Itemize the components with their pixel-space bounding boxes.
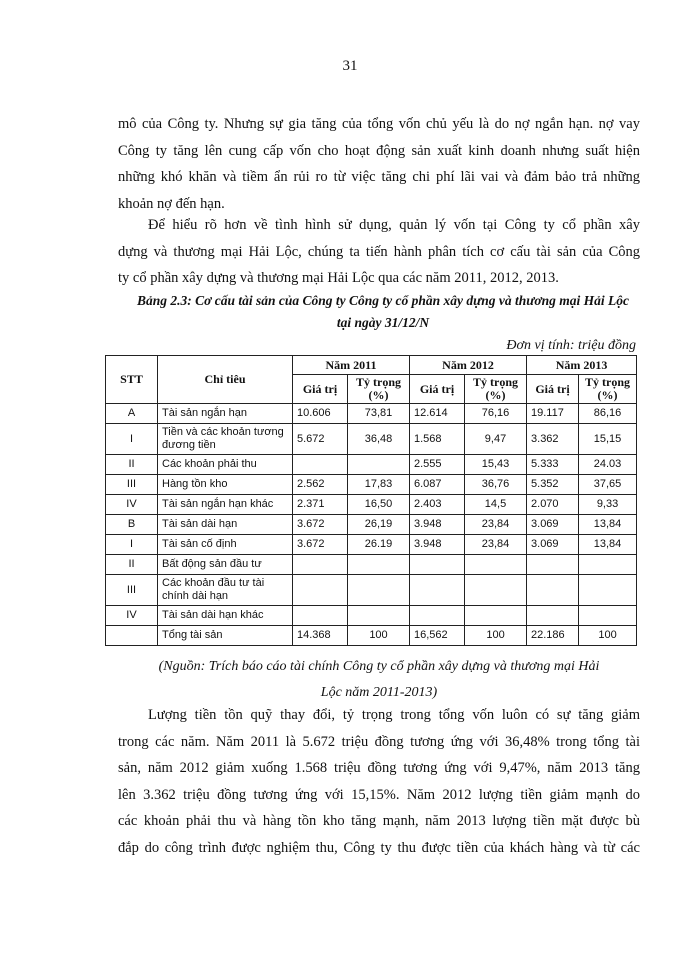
- cell-stt: I: [106, 535, 158, 555]
- cell-stt: [106, 626, 158, 646]
- table-body: [106, 404, 637, 646]
- asset-structure-table: [105, 355, 637, 646]
- cell-value-2011: 3.672: [293, 535, 348, 555]
- header-year-2012: Năm 2012: [410, 356, 527, 375]
- cell-share-2011: [348, 575, 410, 606]
- cell-value-2012: [410, 575, 465, 606]
- cell-value-2011: 5.672: [293, 424, 348, 455]
- unit-label: Đơn vị tính: triệu đồng: [506, 338, 636, 353]
- text-line: ty cổ phần xây dựng và thương mại Hải Lộc qua các năm 2011, 2012, 2013.: [118, 270, 559, 286]
- cell-share-2013: 37,65: [579, 475, 637, 495]
- cell-share-2011: 26.19: [348, 535, 410, 555]
- cell-value-2012: [410, 606, 465, 626]
- cell-share-2012: [465, 606, 527, 626]
- cell-share-2011: 100: [348, 626, 410, 646]
- table-caption: [100, 290, 666, 334]
- cell-value-2012: [410, 555, 465, 575]
- cell-stt: III: [106, 575, 158, 606]
- cell-share-2012: 76,16: [465, 404, 527, 424]
- header-share: Tỷ trọng (%): [579, 375, 637, 404]
- table-row: [106, 555, 637, 575]
- cell-value-2012: 2.555: [410, 455, 465, 475]
- text-line: Lượng tiền tồn quỹ thay đổi, tỷ trọng trong tổng vốn luôn có sự tăng giảm: [148, 707, 640, 723]
- cell-share-2013: [579, 555, 637, 575]
- cell-share-2013: 15,15: [579, 424, 637, 455]
- table-row: [106, 626, 637, 646]
- cell-share-2012: 100: [465, 626, 527, 646]
- table-row: [106, 515, 637, 535]
- cell-indicator: Bất động sản đầu tư: [158, 555, 293, 575]
- cell-value-2011: 2.562: [293, 475, 348, 495]
- cell-indicator: Tài sản dài hạn khác: [158, 606, 293, 626]
- header-value: Giá trị: [410, 375, 465, 404]
- text-line: lên 3.362 triệu đồng tương ứng với 15,15%. Năm 2012 lượng tiền giảm mạnh do: [118, 786, 640, 803]
- cell-indicator: Các khoản đầu tư tài chính dài hạn: [158, 575, 293, 606]
- table-caption-line: tại ngày 31/12/N: [336, 315, 430, 330]
- table-row: [106, 575, 637, 606]
- cell-share-2012: 15,43: [465, 455, 527, 475]
- text-line: Để hiểu rõ hơn về tình hình sử dụng, quản lý vốn tại Công ty cổ phần xây: [148, 217, 640, 233]
- table-row: [106, 475, 637, 495]
- cell-stt: I: [106, 424, 158, 455]
- text-line: những khó khăn và tiềm ẩn rủi ro từ việc tăng chi phí lãi vai và đảm bảo trả những: [118, 169, 640, 185]
- cell-share-2013: 13,84: [579, 515, 637, 535]
- cell-share-2013: [579, 575, 637, 606]
- cell-indicator: Tài sản dài hạn: [158, 515, 293, 535]
- header-share: Tỷ trọng (%): [465, 375, 527, 404]
- cell-share-2012: 9,47: [465, 424, 527, 455]
- cell-value-2013: [527, 575, 579, 606]
- cell-share-2011: [348, 555, 410, 575]
- cell-value-2013: 5.333: [527, 455, 579, 475]
- cell-indicator: Tài sản ngắn hạn khác: [158, 495, 293, 515]
- cell-value-2013: 3.069: [527, 515, 579, 535]
- cell-share-2011: 73,81: [348, 404, 410, 424]
- cell-share-2011: 26,19: [348, 515, 410, 535]
- text-line: các khoản phải thu và hàng tồn kho tăng mạnh, năm 2013 lượng tiền mặt được bù: [118, 813, 640, 829]
- header-year-2011: Năm 2011: [293, 356, 410, 375]
- cell-value-2011: 2.371: [293, 495, 348, 515]
- cell-value-2012: 2.403: [410, 495, 465, 515]
- cell-share-2012: 36,76: [465, 475, 527, 495]
- header-year-2013: Năm 2013: [527, 356, 637, 375]
- cell-share-2012: [465, 575, 527, 606]
- text-line: sản, năm 2012 giảm xuống 1.568 triệu đồng tương ứng với 9,47%, năm 2013 tăng: [118, 760, 640, 776]
- text-line: đắp do công trình được nghiệm thu, Công ty thu được tiền của khách hàng và từ các: [118, 839, 640, 856]
- cell-share-2013: [579, 606, 637, 626]
- cell-share-2011: 17,83: [348, 475, 410, 495]
- header-indicator: Chỉ tiêu: [158, 356, 293, 404]
- text-line: khoản nợ đến hạn.: [118, 195, 225, 212]
- paragraph-analysis-intro: [118, 212, 640, 292]
- cell-share-2013: 100: [579, 626, 637, 646]
- cell-value-2011: [293, 575, 348, 606]
- cell-share-2012: 23,84: [465, 515, 527, 535]
- cell-stt: IV: [106, 606, 158, 626]
- cell-value-2011: [293, 606, 348, 626]
- cell-stt: II: [106, 455, 158, 475]
- cell-value-2012: 16,562: [410, 626, 465, 646]
- table-row: [106, 404, 637, 424]
- cell-indicator: Tài sản ngắn hạn: [158, 404, 293, 424]
- cell-indicator: Tổng tài sản: [158, 626, 293, 646]
- cell-value-2012: 1.568: [410, 424, 465, 455]
- cell-value-2013: 2.070: [527, 495, 579, 515]
- cell-stt: B: [106, 515, 158, 535]
- cell-share-2013: 9,33: [579, 495, 637, 515]
- cell-value-2012: 3.948: [410, 535, 465, 555]
- table-row: [106, 455, 637, 475]
- cell-share-2013: 24.03: [579, 455, 637, 475]
- cell-value-2013: 19.117: [527, 404, 579, 424]
- cell-indicator: Tiền và các khoản tương đương tiền: [158, 424, 293, 455]
- table-row: [106, 495, 637, 515]
- cell-share-2011: 16,50: [348, 495, 410, 515]
- cell-indicator: Hàng tồn kho: [158, 475, 293, 495]
- cell-share-2013: 13,84: [579, 535, 637, 555]
- header-value: Giá trị: [527, 375, 579, 404]
- source-line: Lộc năm 2011-2013): [320, 685, 438, 700]
- cell-stt: II: [106, 555, 158, 575]
- page-number: 31: [342, 58, 358, 74]
- cell-value-2013: [527, 606, 579, 626]
- cell-share-2011: [348, 455, 410, 475]
- source-note: [118, 654, 640, 706]
- header-share: Tỷ trọng (%): [348, 375, 410, 404]
- header-value: Giá trị: [293, 375, 348, 404]
- cell-share-2012: [465, 555, 527, 575]
- cell-value-2013: 3.069: [527, 535, 579, 555]
- cell-share-2012: 23,84: [465, 535, 527, 555]
- cell-value-2013: [527, 555, 579, 575]
- cell-indicator: Các khoản phải thu: [158, 455, 293, 475]
- text-line: mô của Công ty. Nhưng sự gia tăng của tổng vốn chủ yếu là do nợ ngắn hạn. nợ vay: [118, 116, 640, 132]
- cell-value-2011: 14.368: [293, 626, 348, 646]
- cell-share-2013: 86,16: [579, 404, 637, 424]
- cell-value-2013: 3.362: [527, 424, 579, 455]
- paragraph-cash-analysis: [118, 702, 640, 861]
- text-line: Công ty tăng lên cung cấp vốn cho hoạt động sản xuất kinh doanh nhưng suất hiện: [118, 142, 640, 159]
- source-line: (Nguồn: Trích báo cáo tài chính Công ty cổ phần xây dựng và thương mại Hải: [158, 659, 600, 674]
- cell-value-2011: [293, 455, 348, 475]
- header-stt: STT: [106, 356, 158, 404]
- cell-stt: III: [106, 475, 158, 495]
- cell-value-2012: 3.948: [410, 515, 465, 535]
- cell-value-2011: 10.606: [293, 404, 348, 424]
- cell-value-2012: 12.614: [410, 404, 465, 424]
- cell-value-2011: 3.672: [293, 515, 348, 535]
- cell-value-2012: 6.087: [410, 475, 465, 495]
- table-row: [106, 535, 637, 555]
- cell-value-2011: [293, 555, 348, 575]
- table-row: [106, 606, 637, 626]
- cell-share-2011: 36,48: [348, 424, 410, 455]
- cell-value-2013: 5.352: [527, 475, 579, 495]
- table-row: [106, 424, 637, 455]
- text-line: trong các năm. Năm 2011 là 5.672 triệu đồng tương ứng với 36,48% trong tổng tài: [118, 733, 640, 750]
- cell-indicator: Tài sản cố định: [158, 535, 293, 555]
- table-caption-line: Bảng 2.3: Cơ cấu tài sản của Công ty Công ty cổ phần xây dựng và thương mại Hải Lộc: [137, 293, 629, 308]
- cell-share-2012: 14,5: [465, 495, 527, 515]
- paragraph-intro: [118, 111, 640, 217]
- cell-stt: A: [106, 404, 158, 424]
- text-line: dựng và thương mại Hải Lộc, chúng ta tiến hành phân tích cơ cấu tài sản của Công: [118, 243, 640, 260]
- cell-share-2011: [348, 606, 410, 626]
- cell-value-2013: 22.186: [527, 626, 579, 646]
- cell-stt: IV: [106, 495, 158, 515]
